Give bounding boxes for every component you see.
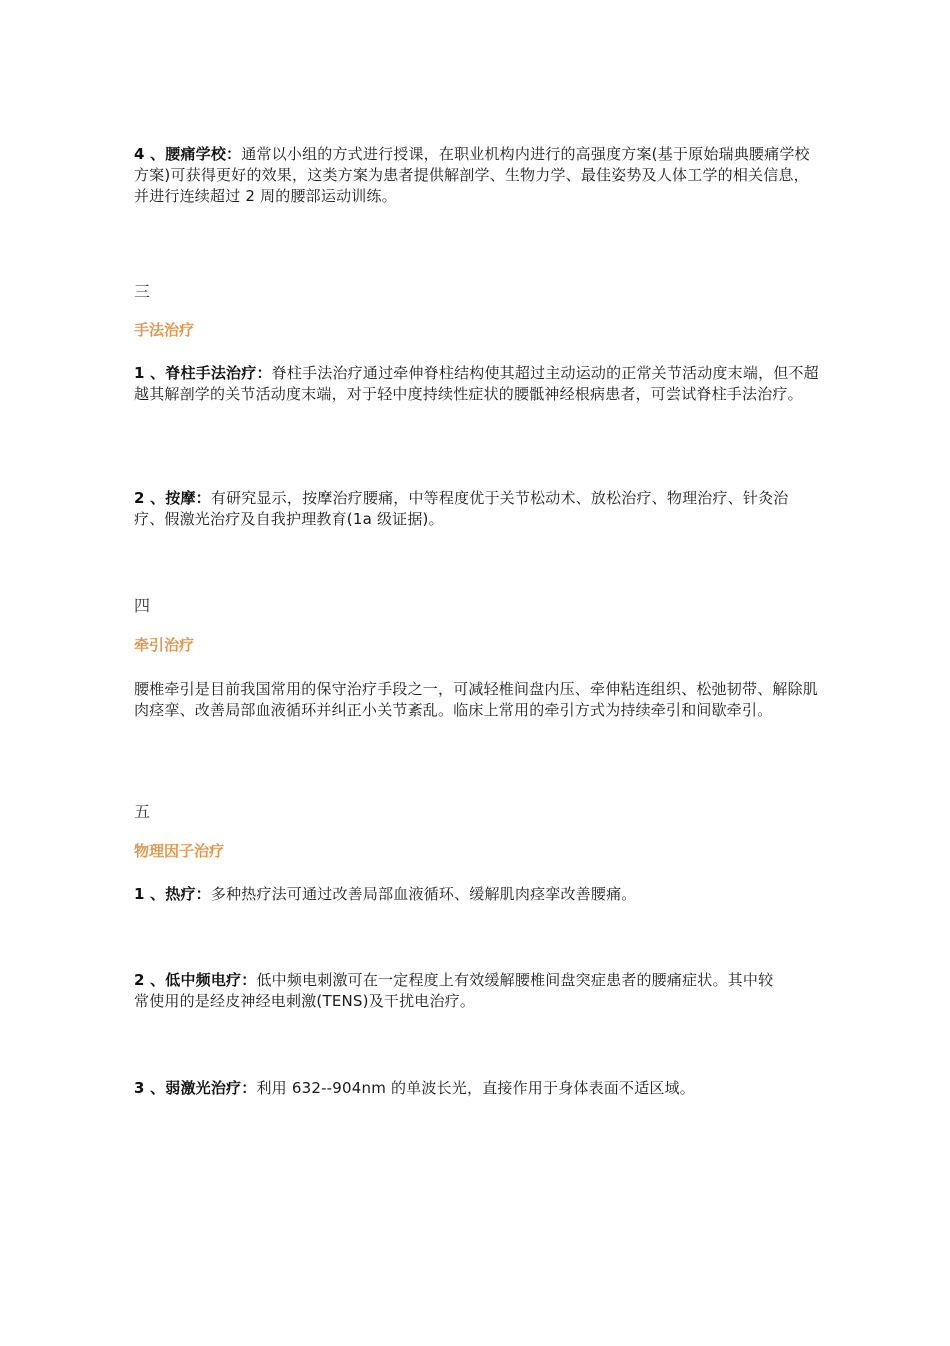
paragraph-text: 多种热疗法可通过改善局部血液循环、缓解肌肉痉挛改善腰痛。 — [210, 885, 637, 903]
paragraph-lead: 1 、脊柱手法治疗： — [134, 364, 272, 382]
paragraph-lead: 2 、低中频电疗： — [134, 971, 257, 989]
paragraph-text: 通常以小组的方式进行授课，在职业机构内进行的高强度方案(基于原始瑞典腰痛学校方案)可获得更好的效果，这类方案为患者提供解剖学、生物力学、最佳姿势及人体工学的相关信息，并进行连续超过 2 周的腰部运动训练。 — [134, 145, 810, 205]
section-numeral-4: 四 — [134, 596, 151, 615]
paragraph-text: 利用 632--904nm 的单波长光，直接作用于身体表面不适区域。 — [256, 1079, 696, 1097]
paragraph-lumbar-traction — [134, 679, 824, 721]
paragraph-massage — [134, 488, 799, 530]
paragraph-lead: 1 、热疗： — [134, 885, 211, 903]
section-title-manual-therapy: 手法治疗 — [134, 321, 195, 339]
section-title-physical-agents: 物理因子治疗 — [134, 842, 225, 860]
paragraph-text: 脊柱手法治疗通过牵伸脊柱结构使其超过主动运动的正常关节活动度末端，但不超越其解剖学的关节活动度末端，对于轻中度持续性症状的腰骶神经根病患者，可尝试脊柱手法治疗。 — [134, 364, 819, 403]
paragraph-lead: 4 、腰痛学校： — [134, 145, 242, 163]
section-numeral-5: 五 — [134, 802, 151, 821]
paragraph-lead: 2 、按摩： — [134, 489, 211, 507]
paragraph-heat-therapy — [134, 884, 824, 905]
paragraph-electrotherapy — [134, 970, 784, 1012]
section-numeral-3: 三 — [134, 282, 151, 301]
paragraph-low-back-school — [134, 144, 824, 207]
paragraph-lead: 3 、弱激光治疗： — [134, 1079, 257, 1097]
paragraph-text: 腰椎牵引是目前我国常用的保守治疗手段之一，可减轻椎间盘内压、牵伸粘连组织、松弛韧带、解除肌肉痉挛、改善局部血液循环并纠正小关节紊乱。临床上常用的牵引方式为持续牵引和间歇牵引。 — [134, 680, 819, 719]
paragraph-text: 低中频电刺激可在一定程度上有效缓解腰椎间盘突症患者的腰痛症状。其中较常使用的是经皮神经电刺激(TENS)及干扰电治疗。 — [134, 971, 774, 1010]
paragraph-text: 有研究显示，按摩治疗腰痛，中等程度优于关节松动术、放松治疗、物理治疗、针灸治疗、假激光治疗及自我护理教育(1a 级证据)。 — [134, 489, 789, 528]
paragraph-low-level-laser — [134, 1078, 824, 1099]
section-title-traction: 牵引治疗 — [134, 636, 195, 654]
paragraph-spinal-manipulation — [134, 363, 824, 405]
